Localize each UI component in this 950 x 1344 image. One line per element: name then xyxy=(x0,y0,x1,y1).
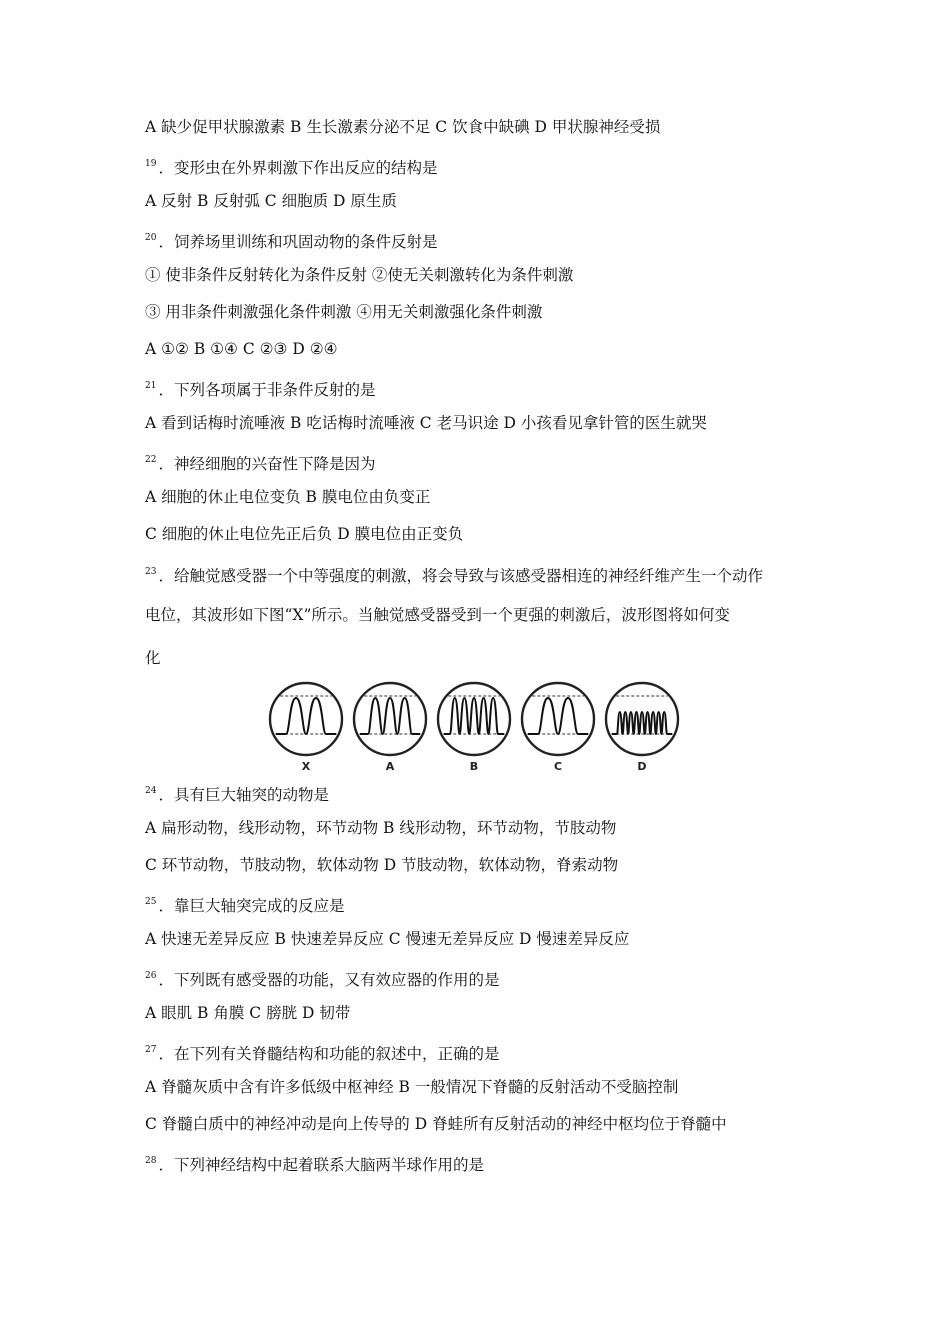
question-number: 26 xyxy=(145,971,157,981)
q24-options-2 xyxy=(145,854,825,876)
line-text: 电位，其波形如下图“X”所示。当触觉感受器受到一个更强的刺激后，波形图将如何变 xyxy=(145,606,730,624)
question-number: 22 xyxy=(145,455,157,465)
question-number: 21 xyxy=(145,381,157,391)
action-potential-trace xyxy=(528,698,588,734)
oscilloscope-circle xyxy=(522,683,594,755)
question-text: ．在下列有关脊髓结构和功能的叙述中，正确的是 xyxy=(158,1045,500,1063)
q23-stem-1 xyxy=(145,561,825,587)
q22-options-1 xyxy=(145,486,825,508)
waveform-label: C xyxy=(553,760,563,773)
waveform-label: D xyxy=(637,760,647,773)
question-text: ．下列各项属于非条件反射的是 xyxy=(158,381,376,399)
line-text: A 扁形动物，线形动物，环节动物 B 线形动物，环节动物，节肢动物 xyxy=(145,819,617,837)
q26-stem xyxy=(145,965,825,991)
q21-options xyxy=(145,412,825,434)
action-potential-trace xyxy=(444,698,504,734)
line-text: A 反射 B 反射弧 C 细胞质 D 原生质 xyxy=(145,192,397,210)
q18-options xyxy=(145,116,825,138)
action-potential-trace xyxy=(360,698,420,734)
waveform-label: B xyxy=(469,760,479,773)
line-text: ③ 用非条件刺激强化条件刺激 ④用无关刺激强化条件刺激 xyxy=(145,303,543,321)
oscilloscope-circle xyxy=(438,683,510,755)
question-number: 25 xyxy=(145,897,157,907)
line-text: A 眼肌 B 角膜 C 膀胱 D 韧带 xyxy=(145,1004,351,1022)
question-text: ．饲养场里训练和巩固动物的条件反射是 xyxy=(158,233,438,251)
q24-stem xyxy=(145,780,825,806)
question-text: ．靠巨大轴突完成的反应是 xyxy=(158,897,345,915)
question-number: 24 xyxy=(145,786,157,796)
question-number: 19 xyxy=(145,159,157,169)
waveform-panel-b xyxy=(438,683,510,773)
q22-stem xyxy=(145,449,825,475)
action-potential-trace xyxy=(276,698,336,734)
question-number: 27 xyxy=(145,1045,157,1055)
waveform-panel-d xyxy=(606,683,678,773)
question-number: 20 xyxy=(145,233,157,243)
line-text: A 脊髓灰质中含有许多低级中枢神经 B 一般情况下脊髓的反射活动不受脑控制 xyxy=(145,1078,679,1096)
question-text: ．下列神经结构中起着联系大脑两半球作用的是 xyxy=(158,1156,484,1174)
q25-options xyxy=(145,928,825,950)
question-text: ．下列既有感受器的功能，又有效应器的作用的是 xyxy=(158,971,500,989)
q27-stem xyxy=(145,1039,825,1065)
q26-options xyxy=(145,1002,825,1024)
question-text: ．具有巨大轴突的动物是 xyxy=(158,786,329,804)
question-text: ．给触觉感受器一个中等强度的刺激，将会导致与该感受器相连的神经纤维产生一个动作 xyxy=(158,567,763,585)
oscilloscope-circle xyxy=(606,683,678,755)
line-text: C 环节动物，节肢动物，软体动物 D 节肢动物，软体动物，脊索动物 xyxy=(145,856,619,874)
q24-options-1 xyxy=(145,817,825,839)
line-text: A ①② B ①④ C ②③ D ②④ xyxy=(145,340,338,358)
q19-options xyxy=(145,190,825,212)
q25-stem xyxy=(145,891,825,917)
q21-stem xyxy=(145,375,825,401)
oscilloscope-circle xyxy=(354,683,426,755)
waveform-label: A xyxy=(385,760,395,773)
line-text: 化 xyxy=(145,649,161,667)
line-text: A 快速无差异反应 B 快速差异反应 C 慢速无差异反应 D 慢速差异反应 xyxy=(145,930,630,948)
q23-stem-3 xyxy=(145,647,825,669)
q28-stem xyxy=(145,1150,825,1176)
question-number: 28 xyxy=(145,1156,157,1166)
q20-stem xyxy=(145,227,825,253)
oscilloscope-circle xyxy=(270,683,342,755)
waveform-panel-a xyxy=(354,683,426,773)
q20-statements-2 xyxy=(145,301,825,323)
waveform-panel-c xyxy=(522,683,594,773)
action-potential-trace xyxy=(612,712,672,734)
question-text: ．神经细胞的兴奋性下降是因为 xyxy=(158,455,376,473)
q20-options xyxy=(145,338,825,360)
waveform-diagram xyxy=(268,676,688,776)
q22-options-2 xyxy=(145,523,825,545)
question-text: ．变形虫在外界刺激下作出反应的结构是 xyxy=(158,159,438,177)
line-text: A 细胞的休止电位变负 B 膜电位由负变正 xyxy=(145,488,431,506)
question-number: 23 xyxy=(145,567,157,577)
action-potential-figure xyxy=(268,676,688,776)
waveform-panel-x xyxy=(270,683,342,773)
q27-options-2 xyxy=(145,1113,825,1135)
q27-options-1 xyxy=(145,1076,825,1098)
q19-stem xyxy=(145,153,825,179)
line-text: ① 使非条件反射转化为条件反射 ②使无关刺激转化为条件刺激 xyxy=(145,266,574,284)
q23-stem-2 xyxy=(145,604,825,626)
line-text: A 看到话梅时流唾液 B 吃话梅时流唾液 C 老马识途 D 小孩看见拿针管的医生就哭 xyxy=(145,414,707,432)
line-text: C 脊髓白质中的神经冲动是向上传导的 D 脊蛙所有反射活动的神经中枢均位于脊髓中 xyxy=(145,1115,727,1133)
line-text: A 缺少促甲状腺激素 B 生长激素分泌不足 C 饮食中缺碘 D 甲状腺神经受损 xyxy=(145,118,661,136)
waveform-label: X xyxy=(301,760,311,773)
line-text: C 细胞的休止电位先正后负 D 膜电位由正变负 xyxy=(145,525,464,543)
q20-statements-1 xyxy=(145,264,825,286)
